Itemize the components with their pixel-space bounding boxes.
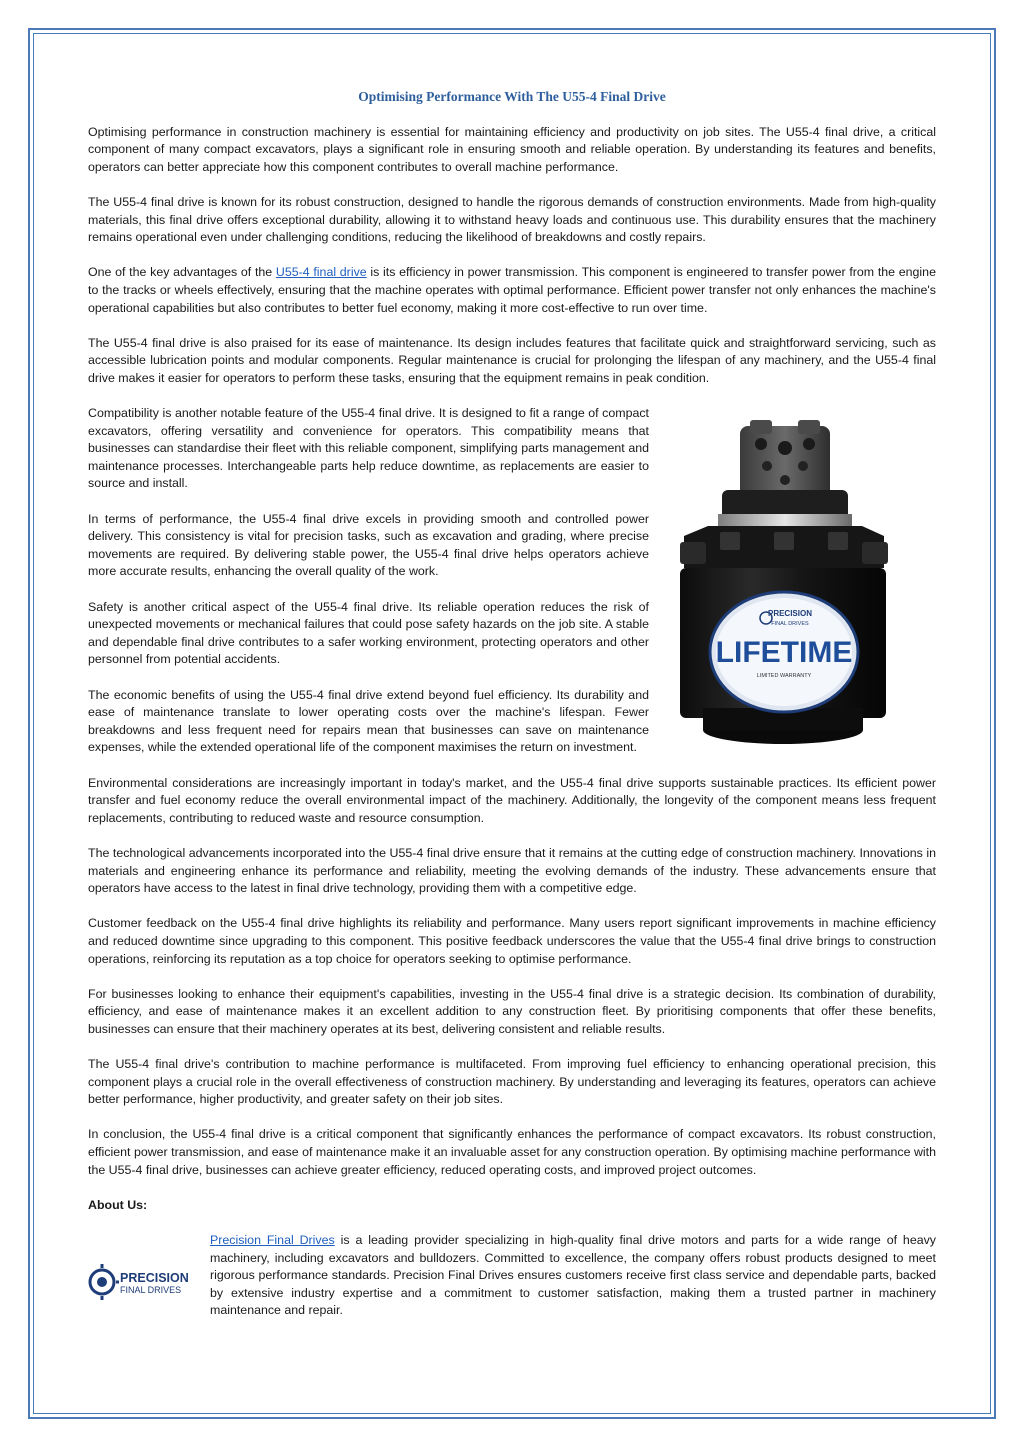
article-content <box>88 88 936 1320</box>
paragraph-contribution: The U55-4 final drive's contribution to machine performance is multifaceted. From improving fuel efficiency to enhancing operational precision, this component plays a crucial role in the overall effectiveness of construction machinery. By understanding and leveraging its features, operators can achieve better performance, higher productivity, and greater safety on their job sites. <box>88 1057 936 1107</box>
paragraph-investment: For businesses looking to enhance their equipment's capabilities, investing in the U55-4 final drive is a strategic decision. Its combination of durability, efficiency, and ease of maintenance makes it an excellent addition to any construction fleet. By prioritising components that offer these benefits, businesses can ensure that their machinery operates at its best, delivering consistent and reliable results. <box>88 986 936 1036</box>
paragraph-safety: Safety is another critical aspect of the U55-4 final drive. Its reliable operation reduces the risk of unexpected movements or mechanical failures that could pose safety hazards on the job site. A stable and dependable final drive contributes to a safer working environment, protecting operators and other personnel from potential accidents. <box>88 599 649 667</box>
badge-limited-warranty: LIMITED WARRANTY <box>756 673 812 679</box>
paragraph-efficiency-rest: is its efficiency in power transmission. This component is engineered to transfer power from the engine to the tracks or wheels effectively, ensuring that the machine operates with optimal performance. Efficient power transfer not only enhances the machine's operational capabilities but also contributes to better fuel economy, making it more cost-effective to run over time. <box>88 265 936 315</box>
article-title: Optimising Performance With The U55-4 Final Drive <box>358 89 666 104</box>
about-section <box>88 1232 936 1320</box>
u55-4-final-drive-link[interactable]: U55-4 final drive <box>275 265 367 280</box>
about-description-text: is a leading provider specializing in high-quality final drive motors and parts for a wide range of heavy machinery, including excavators and bulldozers. Committed to excellence, the company offers robust products designed to meet rigorous performance standards. Precision Final Drives ensures customers receive first class service and dependable parts, backed by extensive industry expertise and a commitment to customer satisfaction, making them a trusted partner in machinery maintenance and repair. <box>210 1233 936 1318</box>
about-heading: About Us: <box>88 1197 148 1212</box>
badge-brand-top: PRECISION <box>767 609 813 618</box>
paragraph-construction: The U55-4 final drive is known for its robust construction, designed to handle the rigorous demands of construction environments. Made from high-quality materials, this final drive offers exceptional durability, allowing it to withstand heavy loads and continuous use. This durability ensures that the machinery remains operational even under challenging conditions, reducing the likelihood of breakdowns and costly repairs. <box>88 194 936 245</box>
paragraph-performance: In terms of performance, the U55-4 final drive excels in providing smooth and controlled power delivery. This consistency is vital for precision tasks, such as excavation and grading, where precise movements are required. By delivering stable power, the U55-4 final drive helps operators achieve more accurate results, enhancing the overall quality of the work. <box>88 511 649 579</box>
company-logo <box>88 1232 210 1320</box>
paragraph-intro: Optimising performance in construction machinery is essential for maintaining efficiency and productivity on job sites. The U55-4 final drive, a critical component of many compact excavators, plays a significant role in ensuring smooth and reliable operation. By understanding its features and benefits, operators can better appreciate how this component contributes to overall machine performance. <box>88 124 936 174</box>
paragraph-conclusion: In conclusion, the U55-4 final drive is a critical component that significantly enhances the performance of compact excavators. Its robust construction, efficient power transmission, and ease of maintenance make it an invaluable asset for any construction operation. By optimising machine performance with the U55-4 final drive, businesses can achieve greater efficiency, reduced operating costs, and improved project outcomes. <box>88 1127 936 1177</box>
paragraph-feedback: Customer feedback on the U55-4 final drive highlights its reliability and performance. Many users report significant improvements in machine efficiency and reduced downtime since upgrading to this component. This positive feedback underscores the value that the U55-4 final drive brings to construction operations, reinforcing its reputation as a top choice for operators seeking to optimise performance. <box>88 916 936 966</box>
paragraph-maintenance: The U55-4 final drive is also praised for its ease of maintenance. Its design includes features that facilitate quick and straightforward servicing, such as accessible lubrication points and modular components. Regular maintenance is crucial for prolonging the lifespan of any machinery, and the U55-4 final drive makes it easier for operators to perform these tasks, ensuring that the equipment remains in peak condition. <box>88 335 936 385</box>
about-description <box>210 1232 936 1320</box>
precision-final-drives-link[interactable]: Precision Final Drives <box>210 1233 335 1247</box>
paragraph-economic: The economic benefits of using the U55-4 final drive extend beyond fuel efficiency. Its durability and ease of maintenance translate to lower operating costs over the machine's lifespan. Fewer breakdowns and less frequent need for repairs mean that businesses can save on maintenance expenses, while the extended operational life of the component maximises the return on investment. <box>88 687 649 755</box>
badge-lifetime: LIFETIME <box>715 636 853 669</box>
paragraph-efficiency <box>88 264 936 317</box>
paragraph-compatibility: Compatibility is another notable feature of the U55-4 final drive. It is designed to fit a range of compact excavators, offering versatility and convenience for operators. This compatibility means that businesses can standardise their fleet with this reliable component, simplifying parts management and maintenance processes. Interchangeable parts help reduce downtime, as replacements are easier to source and install. <box>88 406 649 491</box>
paragraph-environmental: Environmental considerations are increasingly important in today's market, and the U55-4 final drive supports sustainable practices. Its efficient power transfer and fuel economy reduce the overall environmental impact of the machinery. Additionally, the longevity of the component means less frequent replacements, contributing to reduced waste and resource consumption. <box>88 775 936 825</box>
image-text-column <box>88 405 649 757</box>
paragraph-efficiency-lead: One of the key advantages of the <box>88 265 276 280</box>
logo-text-top: PRECISION <box>120 1271 189 1285</box>
precision-logo-icon <box>88 1262 206 1302</box>
paragraph-technology: The technological advancements incorporated into the U55-4 final drive ensure that it remains at the cutting edge of construction machinery. Innovations in materials and engineering enhance its performance and reliability, meeting the evolving demands of the industry. These advancements ensure that operators have access to the latest in final drive technology, providing them with a competitive edge. <box>88 845 936 896</box>
final-drive-product-image <box>678 418 888 748</box>
badge-brand-bottom: FINAL DRIVES <box>771 621 809 627</box>
logo-text-bottom: FINAL DRIVES <box>120 1285 182 1295</box>
